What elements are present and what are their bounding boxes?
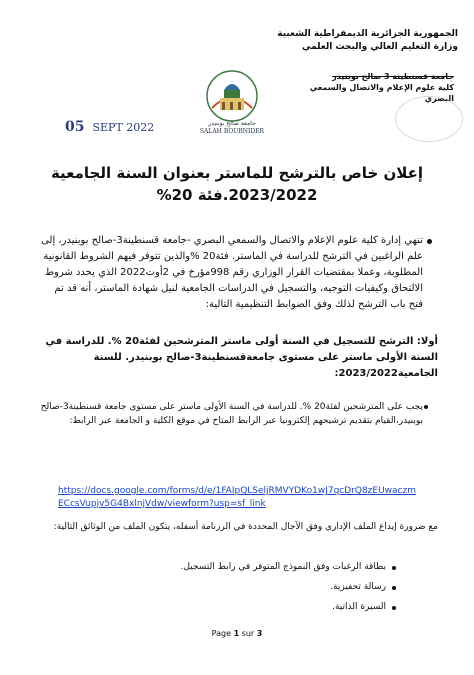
logo-caption <box>196 120 268 136</box>
intro-paragraph: تنهي إدارة كلية علوم الإعلام والاتصال والسمعي البصري -جامعة قسنطينة3-صالح بوبنيدر، إلى علم الراغبين في الترشح للدراسة في الماستر. فئة20 %والذين تتوفر فيهم الشروط القانونية المطلوبة، وعملا بمقتضيات القرار الوزاري رقم 998مؤرخ في 2أوت2022 الذي يحدد شروط الالتحاق وكيفيات التوجيه، والتسجيل في الدراسات الجامعية لنيل شهادة الماستر، أنه قد تم فتح باب الترشح لذلك وفق الضوابط التنظيمية التالية: <box>41 235 423 310</box>
date-stamp <box>65 119 154 135</box>
bullet-marker <box>392 606 396 610</box>
document-item-1: بطاقة الرغبات وفق النموذج المتوفر في رابط التسجيل. <box>180 562 386 572</box>
date-month-year: SEPT 2022 <box>92 121 155 134</box>
university-line: جامعة قسنطينة 3 صالح بوبنيدر <box>332 72 454 81</box>
document-item-3: السيرة الذاتية. <box>332 602 386 612</box>
ministry-line: وزارة التعليم العالي والبحث العلمي <box>301 42 458 52</box>
document-item-2: رسالة تحفيزية. <box>330 582 386 592</box>
section-one-heading <box>38 334 438 382</box>
bullet-marker <box>392 566 396 570</box>
section-one-heading-text: أولا: الترشح للتسجيل في السنة أولى ماستر المترشحين لفئة20 %. للدراسة في السنة الأولى ماستر على مستوى جامعةقسنطينة3-صالح بوبنيدر. للسنة الجامعية2023/2022: <box>45 336 438 379</box>
requirements-intro: مع ضرورة إيداع الملف الإداري وفق الآجال المحددة في الرزنامة أسفله، يتكون الملف من الوثائق التالية: <box>53 522 438 532</box>
announcement-title: إعلان خاص بالترشح للماستر بعنوان السنة الجامعية 2023/2022.فئة 20% <box>50 164 424 204</box>
faculty-line: كلية علوم الإعلام والاتصال والسمعي البصري <box>309 83 454 103</box>
page-number: 1 <box>233 629 240 638</box>
page-total: 3 <box>256 629 263 638</box>
logo-caption-arabic: جامعة صالح بوبنيدر <box>208 120 256 127</box>
bullet-marker <box>392 586 396 590</box>
date-day: 05 <box>65 119 85 135</box>
page-footer <box>0 629 474 638</box>
logo-caption-latin: SALAH BOUBNIDER <box>199 128 265 135</box>
page-label: Page <box>211 629 232 638</box>
registration-form-link[interactable]: https://docs.google.com/forms/d/e/1FAIpQLSeljRMVYDKo1wJ7qcDrQ8zEUwaczmECcsVupjv5G4BxlnjVdw/viewform?usp=sf_link <box>58 486 416 509</box>
republic-line: الجمهورية الجزائرية الديمقراطية الشعبية <box>277 29 458 39</box>
bullet-marker <box>427 239 432 244</box>
ink-stamp <box>395 96 463 142</box>
bullet-marker <box>424 405 428 409</box>
page-separator: sur <box>241 629 255 638</box>
application-instruction: يجب على المترشحين لفئة20 %. للدراسة في السنة الأولى ماستر على مستوى جامعة قسنطينة3-صالح بوبنيدر،القيام بتقديم ترشيحهم إلكترونيا عبر الرابط المتاح في موقع الكلية و الجامعة عبر الرابط: <box>40 402 423 426</box>
header-official <box>268 28 458 54</box>
